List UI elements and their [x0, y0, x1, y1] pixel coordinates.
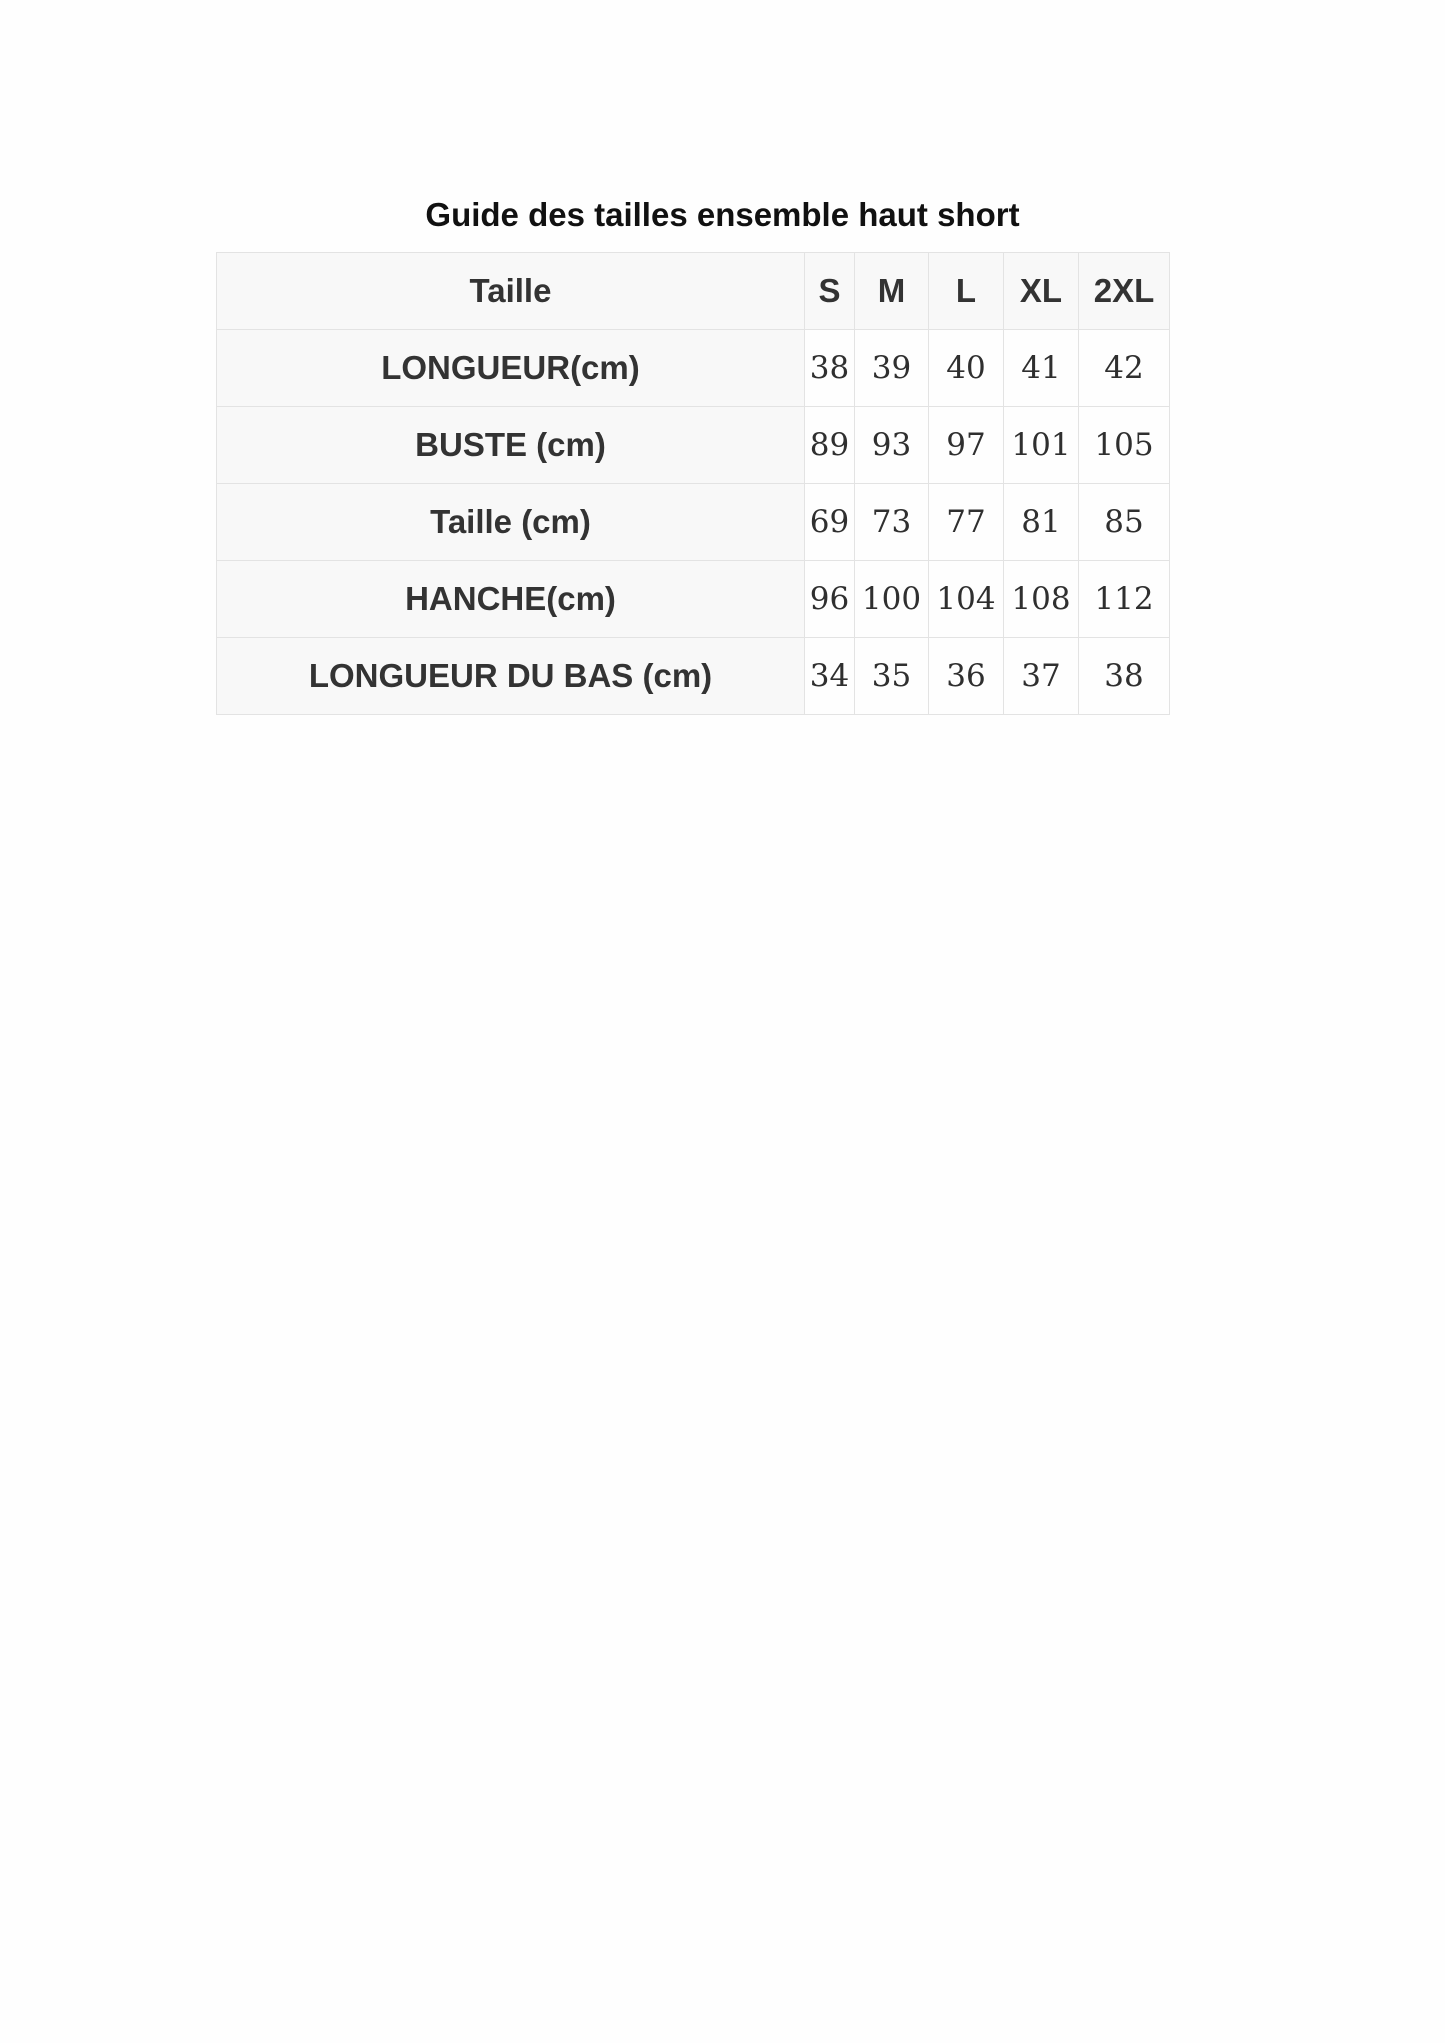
row-label: BUSTE (cm) — [217, 407, 805, 484]
table-row — [217, 638, 1170, 715]
table-cell: 38 — [805, 330, 855, 407]
row-label: LONGUEUR(cm) — [217, 330, 805, 407]
table-cell: 40 — [929, 330, 1004, 407]
table-cell: 77 — [929, 484, 1004, 561]
row-label: LONGUEUR DU BAS (cm) — [217, 638, 805, 715]
table-row — [217, 561, 1170, 638]
table-cell: 112 — [1079, 561, 1170, 638]
size-header-2xl: 2XL — [1079, 253, 1170, 330]
table-cell: 42 — [1079, 330, 1170, 407]
row-label: Taille (cm) — [217, 484, 805, 561]
table-cell: 69 — [805, 484, 855, 561]
corner-header: Taille — [217, 253, 805, 330]
table-row — [217, 330, 1170, 407]
table-cell: 93 — [855, 407, 929, 484]
table-cell: 89 — [805, 407, 855, 484]
table-cell: 85 — [1079, 484, 1170, 561]
table-cell: 104 — [929, 561, 1004, 638]
table-row — [217, 407, 1170, 484]
table-cell: 35 — [855, 638, 929, 715]
table-cell: 101 — [1004, 407, 1079, 484]
size-header-s: S — [805, 253, 855, 330]
size-header-xl: XL — [1004, 253, 1079, 330]
table-cell: 100 — [855, 561, 929, 638]
table-cell: 108 — [1004, 561, 1079, 638]
table-cell: 81 — [1004, 484, 1079, 561]
size-header-m: M — [855, 253, 929, 330]
table-cell: 96 — [805, 561, 855, 638]
row-label: HANCHE(cm) — [217, 561, 805, 638]
table-cell: 38 — [1079, 638, 1170, 715]
table-cell: 34 — [805, 638, 855, 715]
table-header-row — [217, 253, 1170, 330]
table-cell: 105 — [1079, 407, 1170, 484]
table-cell: 41 — [1004, 330, 1079, 407]
table-cell: 37 — [1004, 638, 1079, 715]
table-cell: 39 — [855, 330, 929, 407]
table-cell: 36 — [929, 638, 1004, 715]
table-row — [217, 484, 1170, 561]
page-title: Guide des tailles ensemble haut short — [425, 196, 1020, 233]
size-header-l: L — [929, 253, 1004, 330]
table-cell: 73 — [855, 484, 929, 561]
table-cell: 97 — [929, 407, 1004, 484]
size-chart-table — [216, 252, 1170, 715]
